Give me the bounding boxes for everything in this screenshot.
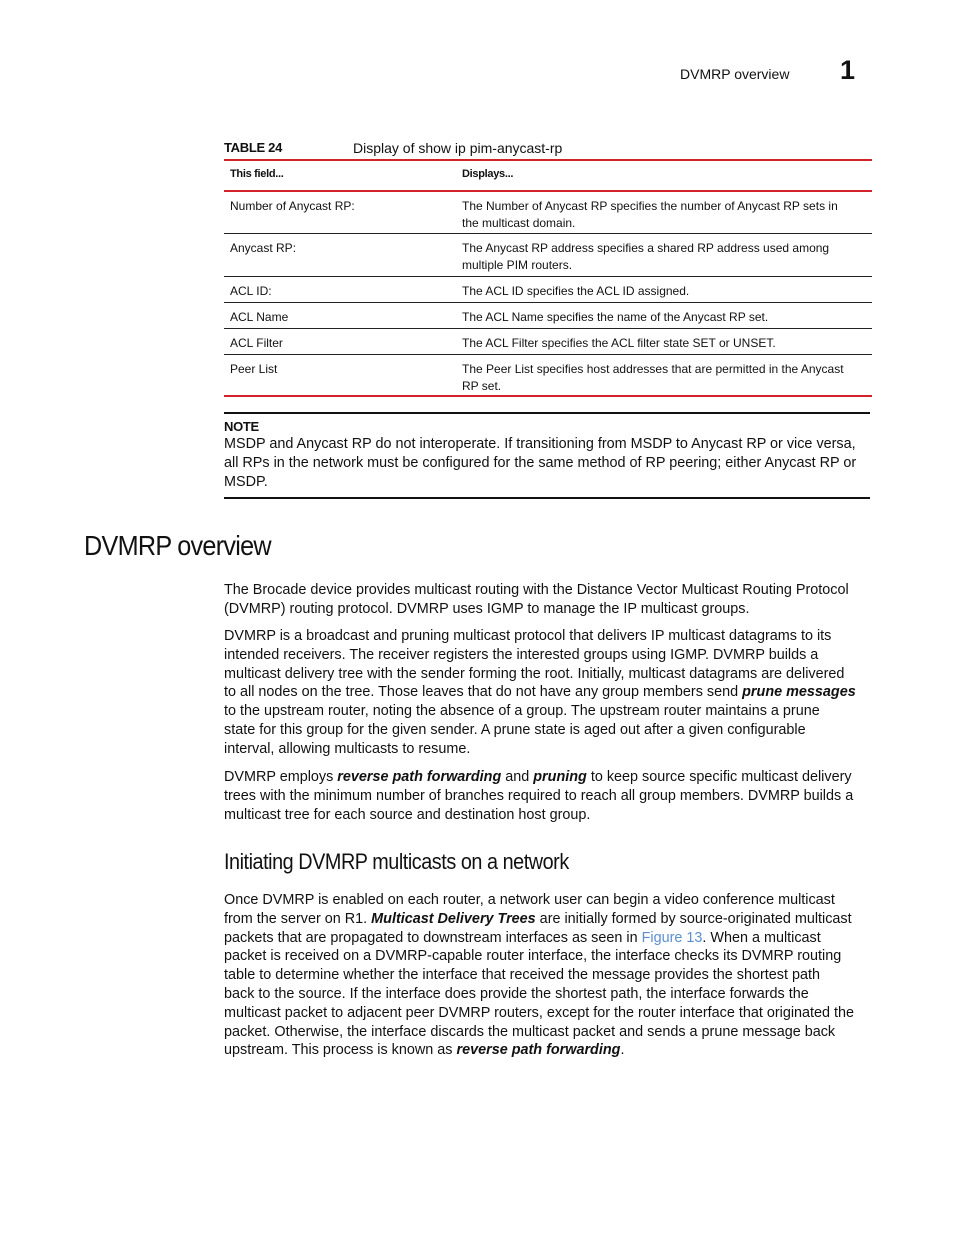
table-cell-field: ACL Name — [230, 310, 289, 324]
term-pruning: pruning — [533, 769, 587, 785]
note-text: MSDP and Anycast RP do not interoperate. If transitioning from MSDP to Anycast RP or vice versa, all RPs in the network must be configured for the same method of RP peering; either Anycast RP or MSDP. — [224, 436, 857, 490]
term-prune-messages: prune messages — [742, 684, 856, 701]
chapter-number: 1 — [840, 55, 856, 85]
table-title: Display of show ip pim-anycast-rp — [353, 140, 563, 156]
paragraph-initiating: Once DVMRP is enabled on each router, a network user can begin a video conference multicast from the server on R1. Multicast Delivery Trees are initially formed by source-originated multicast packets that are propagated to downstream interfaces as seen in Figure 13. When a multicast packet is received on a DVMRP-capable router interface, the interface checks its DVMRP routing table to determine whether the interface that received the message provides the shortest path back to the source. If the interface does provide the shortest path, the interface forwards the multicast packet to adjacent peer DVMRP routers, except for the router interface that originated the packet. Otherwise, the interface discards the multicast packet and sends a prune message back upstream. This process is known as reverse path forwarding. — [224, 892, 855, 1059]
paragraph-dvmrp-description: DVMRP is a broadcast and pruning multicast protocol that delivers IP multicast datagrams to its intended receivers. The receiver registers the interested groups using IGMP. DVMRP builds a multicast delivery tree with the sender forming the root. Initially, multicast datagrams are delivered to all nodes on the tree. Those leaves that do not have any group members send prune messages to the upstream router, noting the absence of a group. The upstream router maintains a prune state for this group for the given sender. A prune state is aged out after a given configurable interval, allowing multicasts to resume. — [224, 628, 856, 757]
table-row — [224, 329, 872, 355]
note-bottom-rule — [224, 497, 870, 499]
table-row — [224, 355, 872, 395]
term-reverse-path-forwarding-2: reverse path forwarding — [456, 1042, 621, 1059]
table-cell-field: ACL ID: — [230, 284, 272, 298]
table-cell-field: Anycast RP: — [230, 241, 297, 255]
table-cell-field: ACL Filter — [230, 336, 283, 350]
term-multicast-delivery-trees: Multicast Delivery Trees — [371, 910, 536, 927]
table-bottom-rule — [224, 395, 872, 397]
subsection-heading: Initiating DVMRP multicasts on a network — [224, 849, 569, 874]
table-cell-desc: The ACL ID specifies the ACL ID assigned. — [462, 284, 690, 298]
table-cell-desc: The Peer List specifies host addresses that are permitted in the Anycast RP set. — [462, 362, 844, 393]
running-header-title: DVMRP overview — [680, 66, 790, 82]
table-cell-desc: The Number of Anycast RP specifies the number of Anycast RP sets in the multicast domain. — [462, 199, 838, 230]
note-box — [224, 412, 870, 499]
table-row — [224, 303, 872, 329]
table-header-row — [224, 161, 872, 190]
table-cell-field: Peer List — [230, 362, 278, 376]
note-top-rule — [224, 412, 870, 414]
table-row — [224, 192, 872, 234]
table-cell-desc: The Anycast RP address specifies a shared RP address used among multiple PIM routers. — [462, 241, 830, 272]
figure-13-link[interactable]: Figure 13 — [641, 929, 703, 946]
section-heading: DVMRP overview — [84, 530, 271, 561]
table-cell-field: Number of Anycast RP: — [230, 199, 355, 213]
table-cell-desc: The ACL Name specifies the name of the Anycast RP set. — [462, 310, 769, 324]
data-table — [224, 159, 872, 397]
table-row — [224, 277, 872, 303]
note-label: NOTE — [224, 419, 259, 434]
paragraph-dvmrp-forwarding: DVMRP employs reverse path forwarding and pruning to keep source specific multicast delivery trees with the minimum number of branches required to reach all group members. DVMRP builds a multicast tree for each source and destination host group. — [224, 769, 854, 823]
table-cell-desc: The ACL Filter specifies the ACL filter state SET or UNSET. — [462, 336, 776, 350]
column-header-field: This field... — [230, 168, 284, 180]
paragraph-intro: The Brocade device provides multicast routing with the Distance Vector Multicast Routing Protocol (DVMRP) routing protocol. DVMRP uses IGMP to manage the IP multicast groups. — [224, 582, 849, 617]
term-reverse-path-forwarding: reverse path forwarding — [337, 769, 502, 785]
column-header-displays: Displays... — [462, 168, 514, 180]
table-row — [224, 234, 872, 277]
table-label: TABLE 24 — [224, 140, 283, 155]
